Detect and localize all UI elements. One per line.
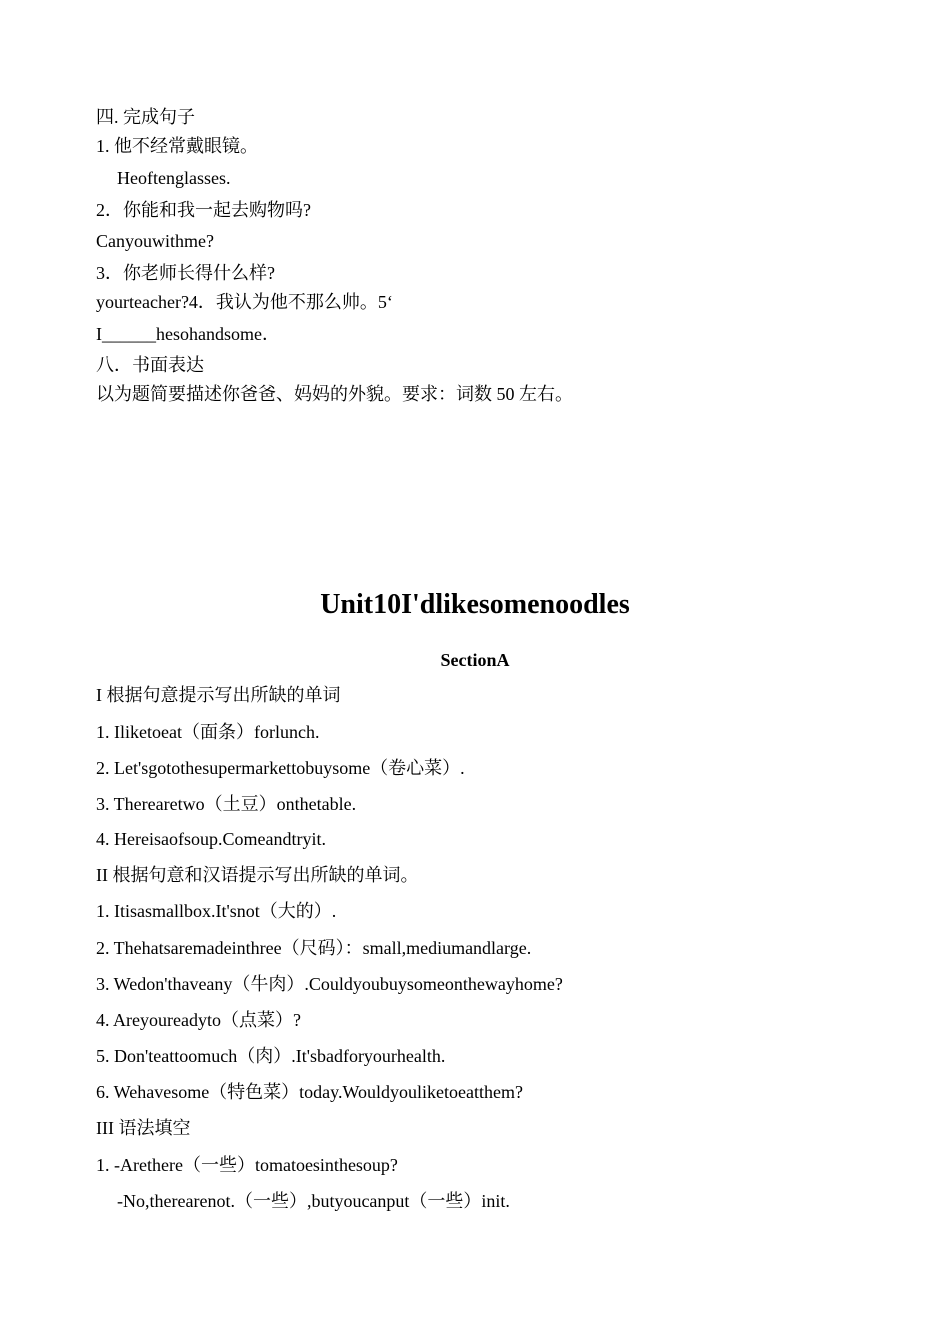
exercise-heading-II: II 根据句意和汉语提示写出所缺的单词。 xyxy=(96,865,419,885)
list-item: 2. Thehatsaremadeinthree（尺码）：small,mediumandlarge. xyxy=(96,938,532,958)
exercise-heading-I: I 根据句意提示写出所缺的单词 xyxy=(96,685,341,705)
list-item: -No,therearenot.（一些）,butyoucanput（一些）init. xyxy=(117,1191,510,1211)
section-heading-complete-sentences: 四. 完成句子 xyxy=(96,107,195,127)
list-item: 1. Iliketoeat（面条）forlunch. xyxy=(96,722,320,742)
answer-1: Heoftenglasses. xyxy=(117,168,231,188)
list-item: 1. -Arethere（一些）tomatoesinthesoup? xyxy=(96,1155,398,1175)
list-item: 3. Therearetwo（土豆）onthetable. xyxy=(96,794,357,814)
list-item: 4. Areyoureadyto（点菜）? xyxy=(96,1010,301,1030)
answer-2: Canyouwithme? xyxy=(96,231,214,251)
answer-4: I______hesohandsome． xyxy=(96,324,280,344)
section-heading-writing: 八．书面表达 xyxy=(96,355,204,375)
writing-prompt: 以为题简要描述你爸爸、妈妈的外貌。要求：词数 50 左右。 xyxy=(96,384,573,404)
list-item: 2. Let'sgotothesupermarkettobuysome（卷心菜）. xyxy=(96,758,465,778)
unit-title: Unit10I'dlikesomenoodles xyxy=(320,589,630,620)
list-item: 3. Wedon'thaveany（牛肉）.Couldyoubuysomeonthewayhome? xyxy=(96,974,563,994)
list-item: 4. Hereisaofsoup.Comeandtryit. xyxy=(96,829,326,849)
answer-3: yourteacher?4．我认为他不那么帅。5‘ xyxy=(96,292,393,312)
list-item: 6. Wehavesome（特色菜）today.Wouldyouliketoeatthem? xyxy=(96,1082,524,1102)
exercise-heading-III: III 语法填空 xyxy=(96,1118,191,1138)
section-title: SectionA xyxy=(440,650,510,670)
question-1: 1. 他不经常戴眼镜。 xyxy=(96,136,258,156)
question-3: 3．你老师长得什么样? xyxy=(96,263,275,283)
question-2: 2．你能和我一起去购物吗? xyxy=(96,200,311,220)
list-item: 5. Don'teattoomuch（肉）.It'sbadforyourhealth. xyxy=(96,1046,446,1066)
list-item: 1. Itisasmallbox.It'snot（大的）. xyxy=(96,901,337,921)
